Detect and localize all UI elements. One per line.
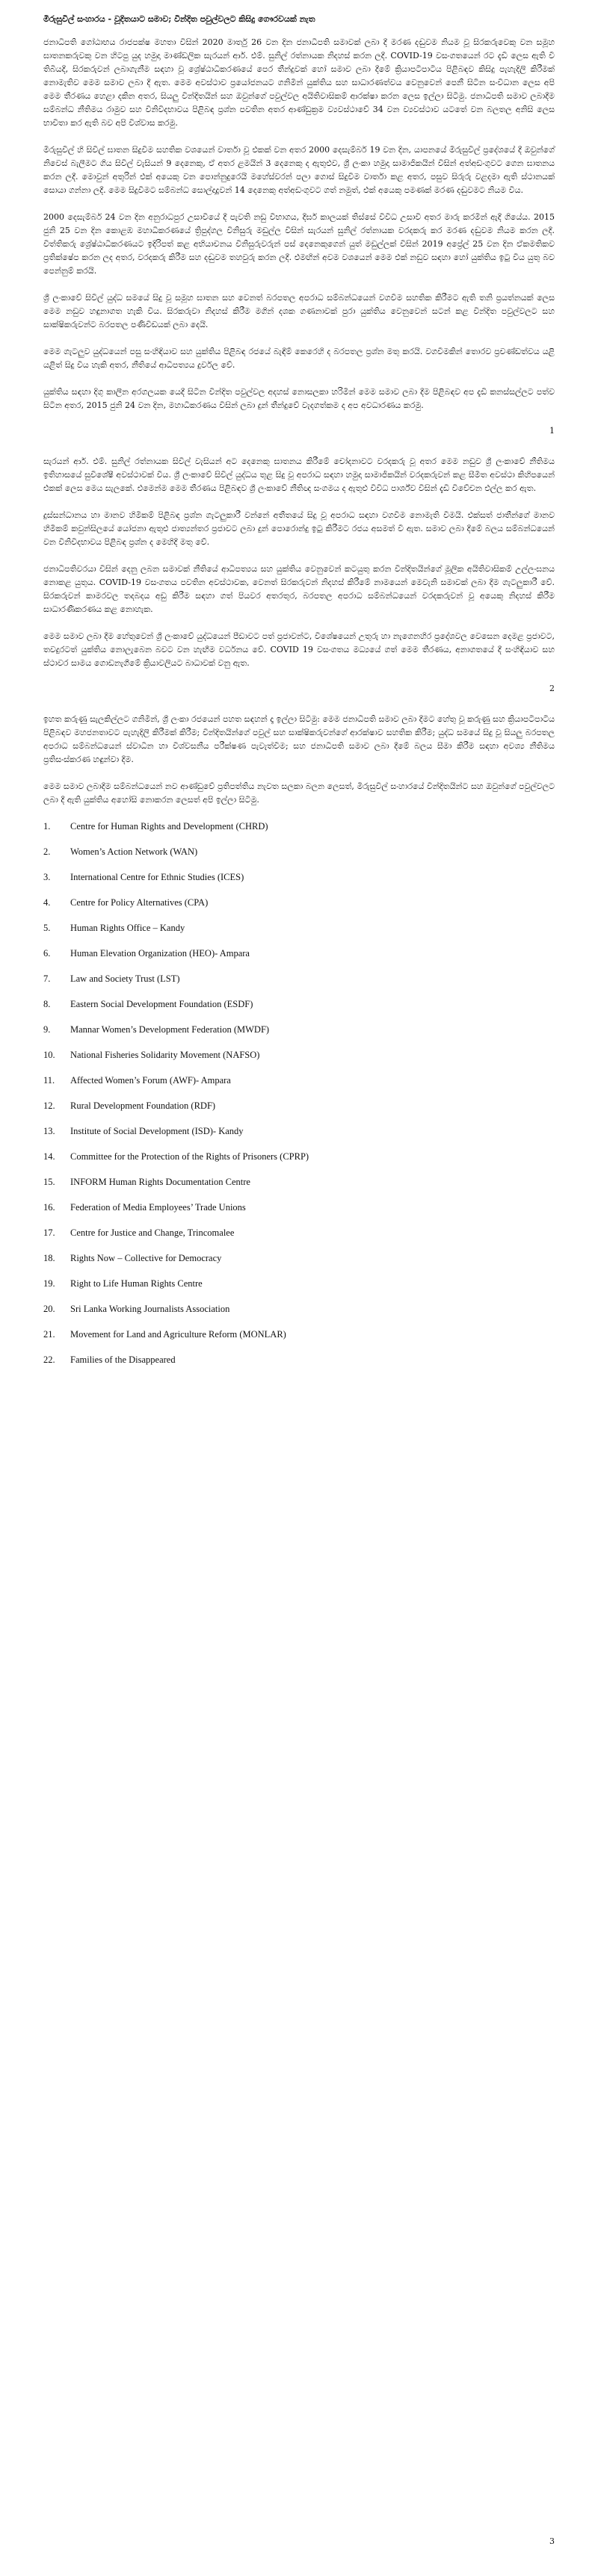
signatory-name: Rights Now – Collective for Democracy	[70, 1253, 222, 1263]
document-title: මිරුසුවිල් සංහාරය - වූදිතයාට සමාව; වින්දිත පවුල්වලට කිසිදු ගෞරවයක් නැත	[43, 14, 315, 24]
signatory-number: 2.	[43, 846, 51, 857]
signatory-name: Centre for Justice and Change, Trincomalee	[70, 1227, 235, 1238]
signatory-number: 8.	[43, 999, 51, 1009]
paragraph: මෙම ගැටලුව යුද්ධයෙන් පසු සංහිඳියාව සහ යුක්තිය පිළිබඳ රජයේ බැඳීම් කෙරෙහි ද බරපතල ප්‍රශ්න මතු කරයි. වගවීමකින් තොරව ප්‍රචණ්ඩත්වය යළි යළිත් සිදු විය හැකි අතර, නීතියේ ආධිපත්‍යය දුර්වල වේ.	[43, 347, 555, 370]
signatory-item	[43, 1100, 555, 1112]
signatory-item	[43, 947, 555, 959]
signatory-number: 11.	[43, 1075, 55, 1086]
signatory-item	[43, 1303, 555, 1315]
signatory-name: Human Elevation Organization (HEO)- Ampara	[70, 948, 250, 959]
signatory-item	[43, 973, 555, 985]
signatory-item	[43, 820, 555, 832]
signatory-name: Committee for the Protection of the Rights of Prisoners (CPRP)	[70, 1151, 309, 1162]
signatory-item	[43, 1354, 555, 1366]
signatory-number: 10.	[43, 1050, 55, 1060]
signatory-number: 1.	[43, 821, 51, 832]
signatory-number: 16.	[43, 1202, 55, 1213]
signatory-name: Rural Development Foundation (RDF)	[70, 1100, 216, 1111]
signatory-item	[43, 1201, 555, 1213]
signatory-name: Mannar Women’s Development Federation (MWDF)	[70, 1024, 270, 1035]
signatory-item	[43, 846, 555, 858]
signatory-item	[43, 998, 555, 1010]
paragraph: මිරුසුවිල් හි සිවිල් ඝාතන සිදුවීම සහතික වශයෙන් වාර්තා වූ එකක් වන අතර 2000 දෙසැම්බර් 19 වන දින, යාපනයේ මිරුසුවිල් ප්‍රදේශයේ දී ඔවුන්ගේ නිවෙස් බැලීමට ගිය සිවිල් වැසියන් 9 දෙනෙකු, ඒ අතර ළමයින් 3 දෙනෙකු ද ඇතුළුව, ශ්‍රී ලංකා හමුදා සාමාජිකයින් විසින් අත්අඩංගුවට ගෙන ඝාතනය කරන ලදී. මොවුන් අතුරින් එක් අයෙකු වන පොන්නුදුරෙයි මහේස්වරන් පලා ගොස් සිදුවීම වාර්තා කළ අතර, පසුව සිරුරු වළදමා ඇති ස්ථානයක් සොයා ගන්නා ලදී. මෙම සිදුවීමට සම්බන්ධ සොල්දාදුවන් 14 දෙනෙකු අත්අඩංගුවට ගත් නමුත්, එක් අයෙකු පමණක් මරණ දඬුවමට නියම විය.	[43, 145, 555, 195]
signatory-number: 21.	[43, 1329, 55, 1340]
signatory-item	[43, 897, 555, 908]
signatory-item	[43, 1328, 555, 1340]
signatory-name: Federation of Media Employees’ Trade Unions	[70, 1202, 246, 1213]
signatory-number: 5.	[43, 923, 51, 933]
signatory-item	[43, 1125, 555, 1137]
page-number-3: 3	[549, 2536, 555, 2546]
page-2-body	[43, 455, 555, 670]
signatory-item	[43, 871, 555, 883]
signatory-item	[43, 1278, 555, 1289]
page-3-body	[43, 713, 555, 807]
page-1-body	[43, 36, 555, 412]
signatory-name: Affected Women’s Forum (AWF)- Ampara	[70, 1075, 231, 1086]
signatory-number: 4.	[43, 897, 51, 908]
signatory-name: Movement for Land and Agriculture Reform (MONLAR)	[70, 1329, 286, 1340]
signatory-list	[43, 820, 555, 1366]
signatory-item	[43, 1074, 555, 1086]
signatory-number: 19.	[43, 1278, 55, 1289]
paragraph: ඉහත කරුණු සැලකිල්ලට ගනිමින්, ශ්‍රී ලංකා රජයෙන් පහත සඳහන් දෑ ඉල්ලා සිටිමු: මෙම ජනාධිපති සමාව ලබා දීමට හේතු වූ කරුණු සහ ක්‍රියාපටිපාටිය පිළිබඳව මහජනතාවට පැහැදිලි කිරීමක් කිරීම; වින්දිතයින්ගේ පවුල් සහ සාක්ෂිකරුවන්ගේ ආරක්ෂාව සහතික කිරීම; යුද්ධ සමයේ සිදු වූ සියලු බරපතල අපරාධ සම්බන්ධයෙන් ස්වාධීන හා විශ්වසනීය පරීක්ෂණ පැවැත්වීම; සහ ජනාධිපති සමාව ලබා දීමේ බලය සීමා කිරීම සඳහා අවශ්‍ය නීතිමය ප්‍රතිසංස්කරණ හඳුන්වා දීම.	[43, 714, 555, 764]
signatory-name: Sri Lanka Working Journalists Association	[70, 1304, 230, 1314]
page-number-2: 2	[549, 684, 555, 693]
signatory-name: Families of the Disappeared	[70, 1354, 176, 1365]
signatory-name: Human Rights Office – Kandy	[70, 923, 185, 933]
signatory-number: 17.	[43, 1227, 55, 1238]
signatory-name: Eastern Social Development Foundation (ESDF)	[70, 999, 253, 1009]
paragraph: යුක්තිය සඳහා දිගු කාලීන අරගලයක යෙදී සිටින වින්දිත පවුල්වල අදහස් නොසලකා හරිමින් මෙම සමාව ලබා දීම පිළිබඳව අප දැඩි කනස්සල්ලට පත්ව සිටින අතර, 2015 ජුනි 24 වන දින, මහාධිකරණය විසින් ලබා දුන් තීන්දුවේ වැදගත්කම ද අප අවධාරණය කරමු.	[43, 387, 555, 410]
signatory-item	[43, 1049, 555, 1061]
signatory-number: 15.	[43, 1177, 55, 1187]
signatory-name: National Fisheries Solidarity Movement (NAFSO)	[70, 1050, 260, 1060]
signatory-number: 3.	[43, 872, 51, 882]
paragraph: ජනාධිපති ගෝඨාභය රාජපක්ෂ මහතා විසින් 2020 මාර්තු 26 වන දින ජනාධිපති සමාවක් ලබා දී මරණ දඬුවම නියම වූ සිරකරුවෙකු වන සමූහ ඝාතනකරුවකු වන හිටපු යුද හමුදා මාණ්ඩලික සැරයන් ආර්. එම්. සුනිල් රත්නායක නිදහස් කරන ලදී. COVID-19 වසංගතයෙන් රට දැඩි ලෙස ඇති වී තිබියදී, සිරකරුවන් ලබාගැනීම සඳහා වූ ශ්‍රේෂ්ඨාධිකරණයේ පෙර තීන්දුවක් හෝ සමාව ලබා දීමේ ක්‍රියාපටිපාටිය පිළිබඳව කිසිදු පැහැදිලි කිරීමක් නොමැතිව මෙම සමාව ලබා දී ඇත. මෙම අවස්ථාව ප්‍රයෝජනයට ගනිමින් යුක්තිය සහ සාධාරණත්වය වෙනුවෙන් පෙනී සිටින සංවිධාන ලෙස අපි මෙම තීරණය හෙළා දකින අතර, සියලු වින්දිතයින් සහ ඔවුන්ගේ පවුල්වල අයිතිවාසිකම් ආරක්ෂා කරන ලෙස ඉල්ලා සිටිමු. ජනාධිපති සමාව ලබාදීම සම්බන්ධ නීතිමය රාමුව සහ විනිවිදභාවය පිළිබඳ ප්‍රශ්න පවතින අතර ආණ්ඩුක්‍රම ව්‍යවස්ථාවේ 34 වන ව්‍යවස්ථාව යටතේ වන බලතල අනිසි ලෙස භාවිතා කර ඇති බව අපි විශ්වාස කරමු.	[43, 37, 555, 128]
signatory-item	[43, 1176, 555, 1188]
paragraph: දුස්සන්ධානය හා මානව හිමිකම් පිළිබඳ ප්‍රශ්න ගැටලුකාරී වන්නේ අතීතයේ සිදු වූ අපරාධ සඳහා වගවීම නොමැති වීමයි. එක්සත් ජාතීන්ගේ මානව හිමිකම් කවුන්සිලයේ යෝජනා ඇතුළු ජාත්‍යන්තර ප්‍රජාවට ලබා දුන් පොරොන්දු ඉටු කිරීමට රජය අසමත් වී ඇත. සමාව ලබා දීමේ බලය සම්බන්ධයෙන් වන විනිවිදභාවය පිළිබඳ ප්‍රශ්න ද මෙහිදී මතු වේ.	[43, 510, 555, 547]
signatory-number: 18.	[43, 1253, 55, 1263]
signatory-number: 14.	[43, 1151, 55, 1162]
signatory-number: 9.	[43, 1024, 51, 1035]
signatory-item	[43, 1227, 555, 1239]
signatory-name: Right to Life Human Rights Centre	[70, 1278, 203, 1289]
signatory-number: 13.	[43, 1126, 55, 1136]
signatory-item	[43, 1252, 555, 1264]
signatory-name: International Centre for Ethnic Studies (ICES)	[70, 872, 244, 882]
paragraph: මෙම සමාව ලබා දීම හේතුවෙන් ශ්‍රී ලංකාවේ යුද්ධයෙන් පීඩාවට පත් ප්‍රජාවන්ට, විශේෂයෙන් උතුරු හා නැගෙනහිර ප්‍රදේශවල වෙසෙන දෙමළ ප්‍රජාවට, තවදුරටත් යුක්තිය නොලැබෙන බවට වන හැඟීම වර්ධනය වේ. COVID 19 වසංගතය මධ්‍යයේ ගත් මෙම තීරණය, අනාගතයේ දී සංහිඳියාව සහ ස්ථාවර සාමය ගොඩනැගීමේ ක්‍රියාවලියට බාධාවක් වනු ඇත.	[43, 631, 555, 668]
paragraph: ජනාධිපතිවරයා විසින් දෙනු ලබන සමාවක් නීතියේ ආධිපත්‍යය සහ යුක්තිය වෙනුවෙන් කටයුතු කරන වින්දිතයින්ගේ මූලික අයිතිවාසිකම් උල්ලංඝනය නොකළ යුතුය. COVID-19 වසංගතය පවතින අවස්ථාවක, වෙනත් සිරකරුවන් නිදහස් කිරීමේ නාමයෙන් මෙවැනි සමාවක් ලබා දීම ගැටලුකාරී වේ. සිරකරුවන් කාමරවල තදබදය අඩු කිරීම සඳහා ගත් පියවර අතරතුර, බරපතල අපරාධ සම්බන්ධයෙන් වරදකරුවන් වූ අයෙකු නිදහස් කිරීම සාධාරණීකරණය කළ නොහැක.	[43, 564, 555, 614]
signatory-name: Women’s Action Network (WAN)	[70, 846, 198, 857]
signatory-item	[43, 1024, 555, 1035]
signatory-number: 6.	[43, 948, 51, 959]
signatory-item	[43, 922, 555, 934]
signatory-name: Centre for Human Rights and Development (CHRD)	[70, 821, 268, 832]
signatory-name: Law and Society Trust (LST)	[70, 973, 180, 984]
paragraph: මෙම සමාව ලබාදීම සම්බන්ධයෙන් නව ආණ්ඩුවේ ප්‍රතිපත්තිය නැවත සලකා බලන ලෙසත්, මිරුසුවිල් සංහාරයේ වින්දිතයින්ට සහ ඔවුන්ගේ පවුල්වලට ලබා දී ඇති යුක්තිය අහෝසි නොකරන ලෙසත් අපි ඉල්ලා සිටිමු.	[43, 781, 555, 805]
signatory-number: 22.	[43, 1354, 55, 1365]
signatory-name: Institute of Social Development (ISD)- Kandy	[70, 1126, 244, 1136]
signatory-number: 7.	[43, 973, 51, 984]
signatory-item	[43, 1151, 555, 1162]
page-number-1: 1	[549, 426, 555, 436]
signatory-name: Centre for Policy Alternatives (CPA)	[70, 897, 209, 908]
signatory-name: INFORM Human Rights Documentation Centre	[70, 1177, 250, 1187]
paragraph: ශ්‍රී ලංකාවේ සිවිල් යුද්ධ සමයේ සිදු වූ සමූහ ඝාතන සහ වෙනත් බරපතල අපරාධ සම්බන්ධයෙන් වගවීම සහතික කිරීමට ඇති තනි ප්‍රයත්නයක් ලෙස මෙම නඩුව හඳුනාගත හැකි විය. සිරකරුවා නිදහස් කිරීම මගින් දශක ගණනාවක් පුරා යුක්තිය වෙනුවෙන් සටන් කළ වින්දිත පවුල්වලට සහ සාක්ෂිකරුවන්ට බරපතල පණිවිඩයක් ලබා දෙයි.	[43, 293, 555, 329]
document	[43, 13, 555, 1379]
signatory-number: 20.	[43, 1304, 55, 1314]
paragraph: සැරයන් ආර්. එම්. සුනිල් රත්නායක සිවිල් වැසියන් අට දෙනෙකු ඝාතනය කිරීමේ චෝදනාවට වරදකරු වූ අතර මෙම නඩුව ශ්‍රී ලංකාවේ නීතිමය ඉතිහාසයේ සුවිශේෂී අවස්ථාවක් විය. ශ්‍රී ලංකාවේ සිවිල් යුද්ධය තුළ සිදු වූ අපරාධ සඳහා හමුදා සාමාජිකයින් වරදකරුවන් කළ සීමිත අවස්ථා කිහිපයෙන් එකක් ලෙස මෙය සැලකේ. එමෙන්ම මෙම තීරණය පිළිබඳව ශ්‍රී ලංකාවේ නීතිඥ සංගමය ද ඇතුළු විවිධ පාර්ශ්ව විසින් දැඩි විවේචන එල්ල කර ඇත.	[43, 456, 555, 493]
signatory-number: 12.	[43, 1100, 55, 1111]
paragraph: 2000 දෙසැම්බර් 24 වන දින අනුරාධපුර උසාවියේ දී පැවති නඩු විභාගය, දීර්ඝ කාලයක් තිස්සේ විවිධ උසාවි අතර මාරු කරමින් ඇදී ගියේය. 2015 ජුනි 25 වන දින කොළඹ මහාධිකරණයේ ත්‍රිපුද්ගල විනිසුරු මඩුල්ල විසින් සැරයන් සුනිල් රත්නායක වරදකරු කර මරණ දඬුවම නියම කරන ලදී. විත්තිකරු ශ්‍රේෂ්ඨාධිකරණයට ඉදිරිපත් කළ අභියාචනය විනිසුරුවරුන් පස් දෙනෙකුගෙන් යුත් මඩුල්ලක් විසින් 2019 අප්‍රේල් 25 වන දින ඒකමතිකව ප්‍රතික්ෂේප කරන ලද අතර, වරදකරු කිරීම සහ දඬුවම තහවුරු කරන ලදී. එමඟින් අවම වශයෙන් මෙම එක් නඩුව සඳහා හෝ යුක්තිය ඉටු විය යුතු බව පෙන්නුම් කරයි.	[43, 212, 555, 276]
